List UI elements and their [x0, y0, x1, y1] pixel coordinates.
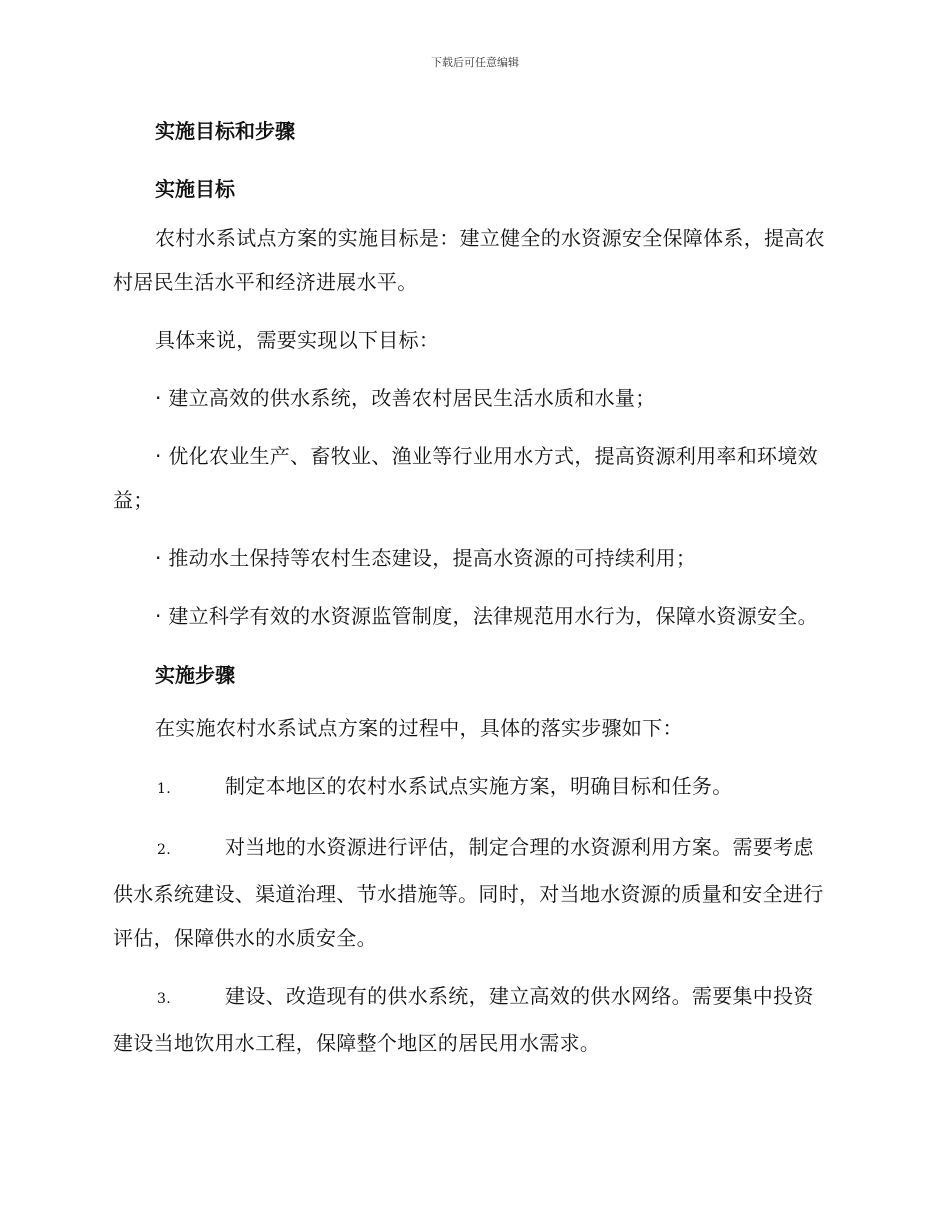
goal-item: · 推动水土保持等农村生态建设，提高水资源的可持续利用；: [155, 546, 697, 570]
goals-heading: 实施目标: [155, 177, 235, 201]
page-header: 下载后可任意编辑: [431, 56, 519, 69]
step-item: [113, 825, 833, 960]
steps-lead: 在实施农村水系试点方案的过程中，具体的落实步骤如下：: [155, 716, 683, 740]
goal-item: · 优化农业生产、畜牧业、渔业等行业用水方式，提高资源利用率和环境效益；: [113, 444, 818, 512]
goals-intro: 农村水系试点方案的实施目标是：建立健全的水资源安全保障体系，提高农村居民生活水平和经济进展水平。: [113, 226, 825, 294]
document-body: [113, 112, 833, 1065]
goal-item: · 建立科学有效的水资源监管制度，法律规范用水行为，保障水资源安全。: [155, 604, 818, 628]
step-number: 3.: [157, 991, 171, 1007]
step-text: 制定本地区的农村水系试点实施方案，明确目标和任务。: [225, 774, 733, 798]
step-number: 1.: [157, 781, 171, 797]
step-item: [113, 974, 833, 1065]
goal-item: · 建立高效的供水系统，改善农村居民生活水质和水量；: [155, 386, 656, 410]
step-number: 2.: [157, 842, 171, 858]
step-text: 对当地的水资源进行评估，制定合理的水资源利用方案。需要考虑供水系统建设、渠道治理、节水措施等。同时，对当地水资源的质量和安全进行评估，保障供水的水质安全。: [113, 835, 824, 950]
section-title: 实施目标和步骤: [155, 119, 295, 143]
steps-heading: 实施步骤: [155, 663, 235, 687]
step-text: 建设、改造现有的供水系统，建立高效的供水网络。需要集中投资建设当地饮用水工程，保障整个地区的居民用水需求。: [113, 984, 814, 1055]
step-item: [113, 764, 833, 811]
goals-lead: 具体来说，需要实现以下目标：: [155, 328, 440, 352]
